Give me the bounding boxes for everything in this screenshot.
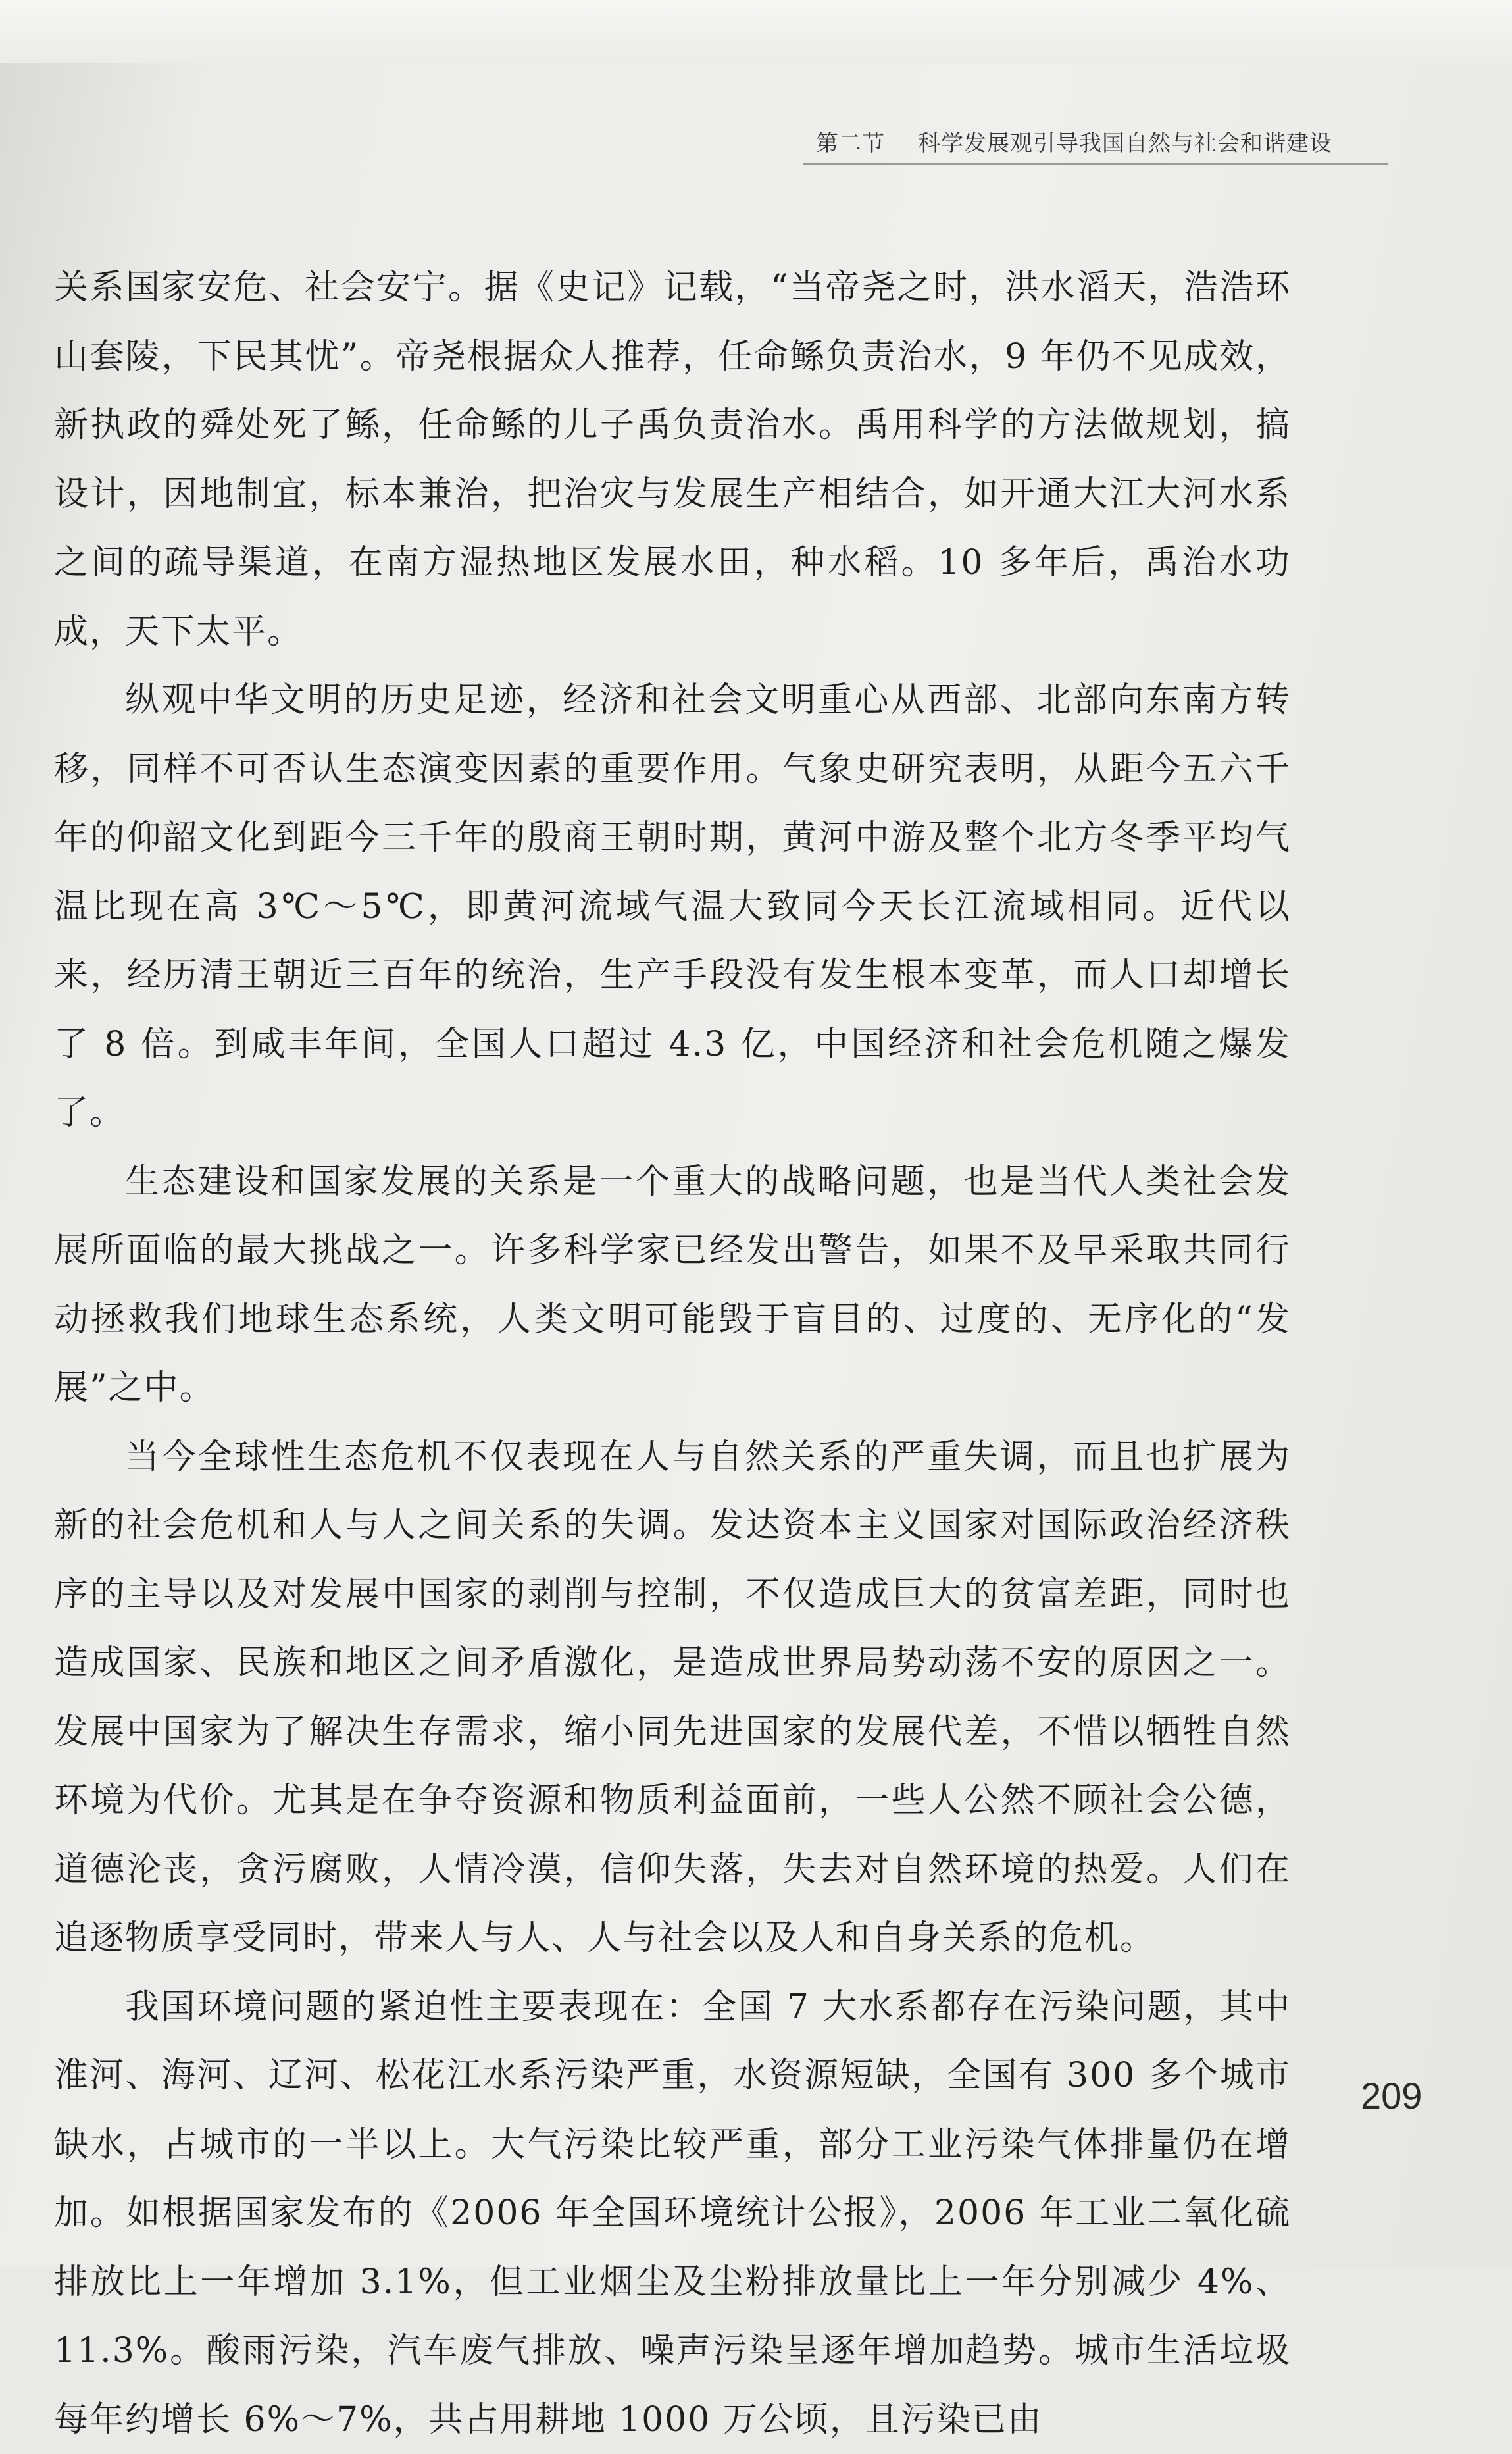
body-text	[54, 253, 1291, 2454]
page-top-edge	[0, 0, 1512, 63]
paragraph: 我国环境问题的紧迫性主要表现在：全国 7 大水系都存在污染问题，其中淮河、海河、辽河、松花江水系污染严重，水资源短缺，全国有 300 多个城市缺水，占城市的一半以上。大气污染比较严重，部分工业污染气体排量仍在增加。如根据国家发布的《2006 年全国环境统计公报》，2006 年工业二氧化硫排放比上一年增加 3.1%，但工业烟尘及尘粉排放量比上一年分别减少 4%、11.3%。酸雨污染，汽车废气排放、噪声污染呈逐年增加趋势。城市生活垃圾每年约增长 6%～7%，共占用耕地 1000 万公顷，且污染已由	[54, 1973, 1291, 2454]
running-head-title: 科学发展观引导我国自然与社会和谐建设	[918, 130, 1332, 157]
running-head-rule	[803, 163, 1388, 165]
running-head	[816, 125, 1388, 157]
paragraph: 当今全球性生态危机不仅表现在人与自然关系的严重失调，而且也扩展为新的社会危机和人与人之间关系的失调。发达资本主义国家对国际政治经济秩序的主导以及对发展中国家的剥削与控制，不仅造成巨大的贫富差距，同时也造成国家、民族和地区之间矛盾激化，是造成世界局势动荡不安的原因之一。发展中国家为了解决生存需求，缩小同先进国家的发展代差，不惜以牺牲自然环境为代价。尤其是在争夺资源和物质利益面前，一些人公然不顾社会公德，道德沦丧，贪污腐败，人情冷漠，信仰失落，失去对自然环境的热爱。人们在追逐物质享受同时，带来人与人、人与社会以及人和自身关系的危机。	[54, 1423, 1291, 1973]
paragraph: 生态建设和国家发展的关系是一个重大的战略问题，也是当代人类社会发展所面临的最大挑战之一。许多科学家已经发出警告，如果不及早采取共同行动拯救我们地球生态系统，人类文明可能毁于盲目的、过度的、无序化的“发展”之中。	[54, 1148, 1291, 1423]
paragraph-continued: 关系国家安危、社会安宁。据《史记》记载，“当帝尧之时，洪水滔天，浩浩环山套陵，下民其忧”。帝尧根据众人推荐，任命鲧负责治水，9 年仍不见成效，新执政的舜处死了鲧，任命鲧的儿子禹负责治水。禹用科学的方法做规划，搞设计，因地制宜，标本兼治，把治灾与发展生产相结合，如开通大江大河水系之间的疏导渠道，在南方湿热地区发展水田，种水稻。10 多年后，禹治水功成，天下太平。	[54, 253, 1291, 666]
paragraph: 纵观中华文明的历史足迹，经济和社会文明重心从西部、北部向东南方转移，同样不可否认生态演变因素的重要作用。气象史研究表明，从距今五六千年的仰韶文化到距今三千年的殷商王朝时期，黄河中游及整个北方冬季平均气温比现在高 3℃～5℃，即黄河流域气温大致同今天长江流域相同。近代以来，经历清王朝近三百年的统治，生产手段没有发生根本变革，而人口却增长了 8 倍。到咸丰年间，全国人口超过 4.3 亿，中国经济和社会危机随之爆发了。	[54, 666, 1291, 1148]
running-head-section: 第二节	[816, 130, 885, 157]
page-number: 209	[1361, 2074, 1422, 2117]
